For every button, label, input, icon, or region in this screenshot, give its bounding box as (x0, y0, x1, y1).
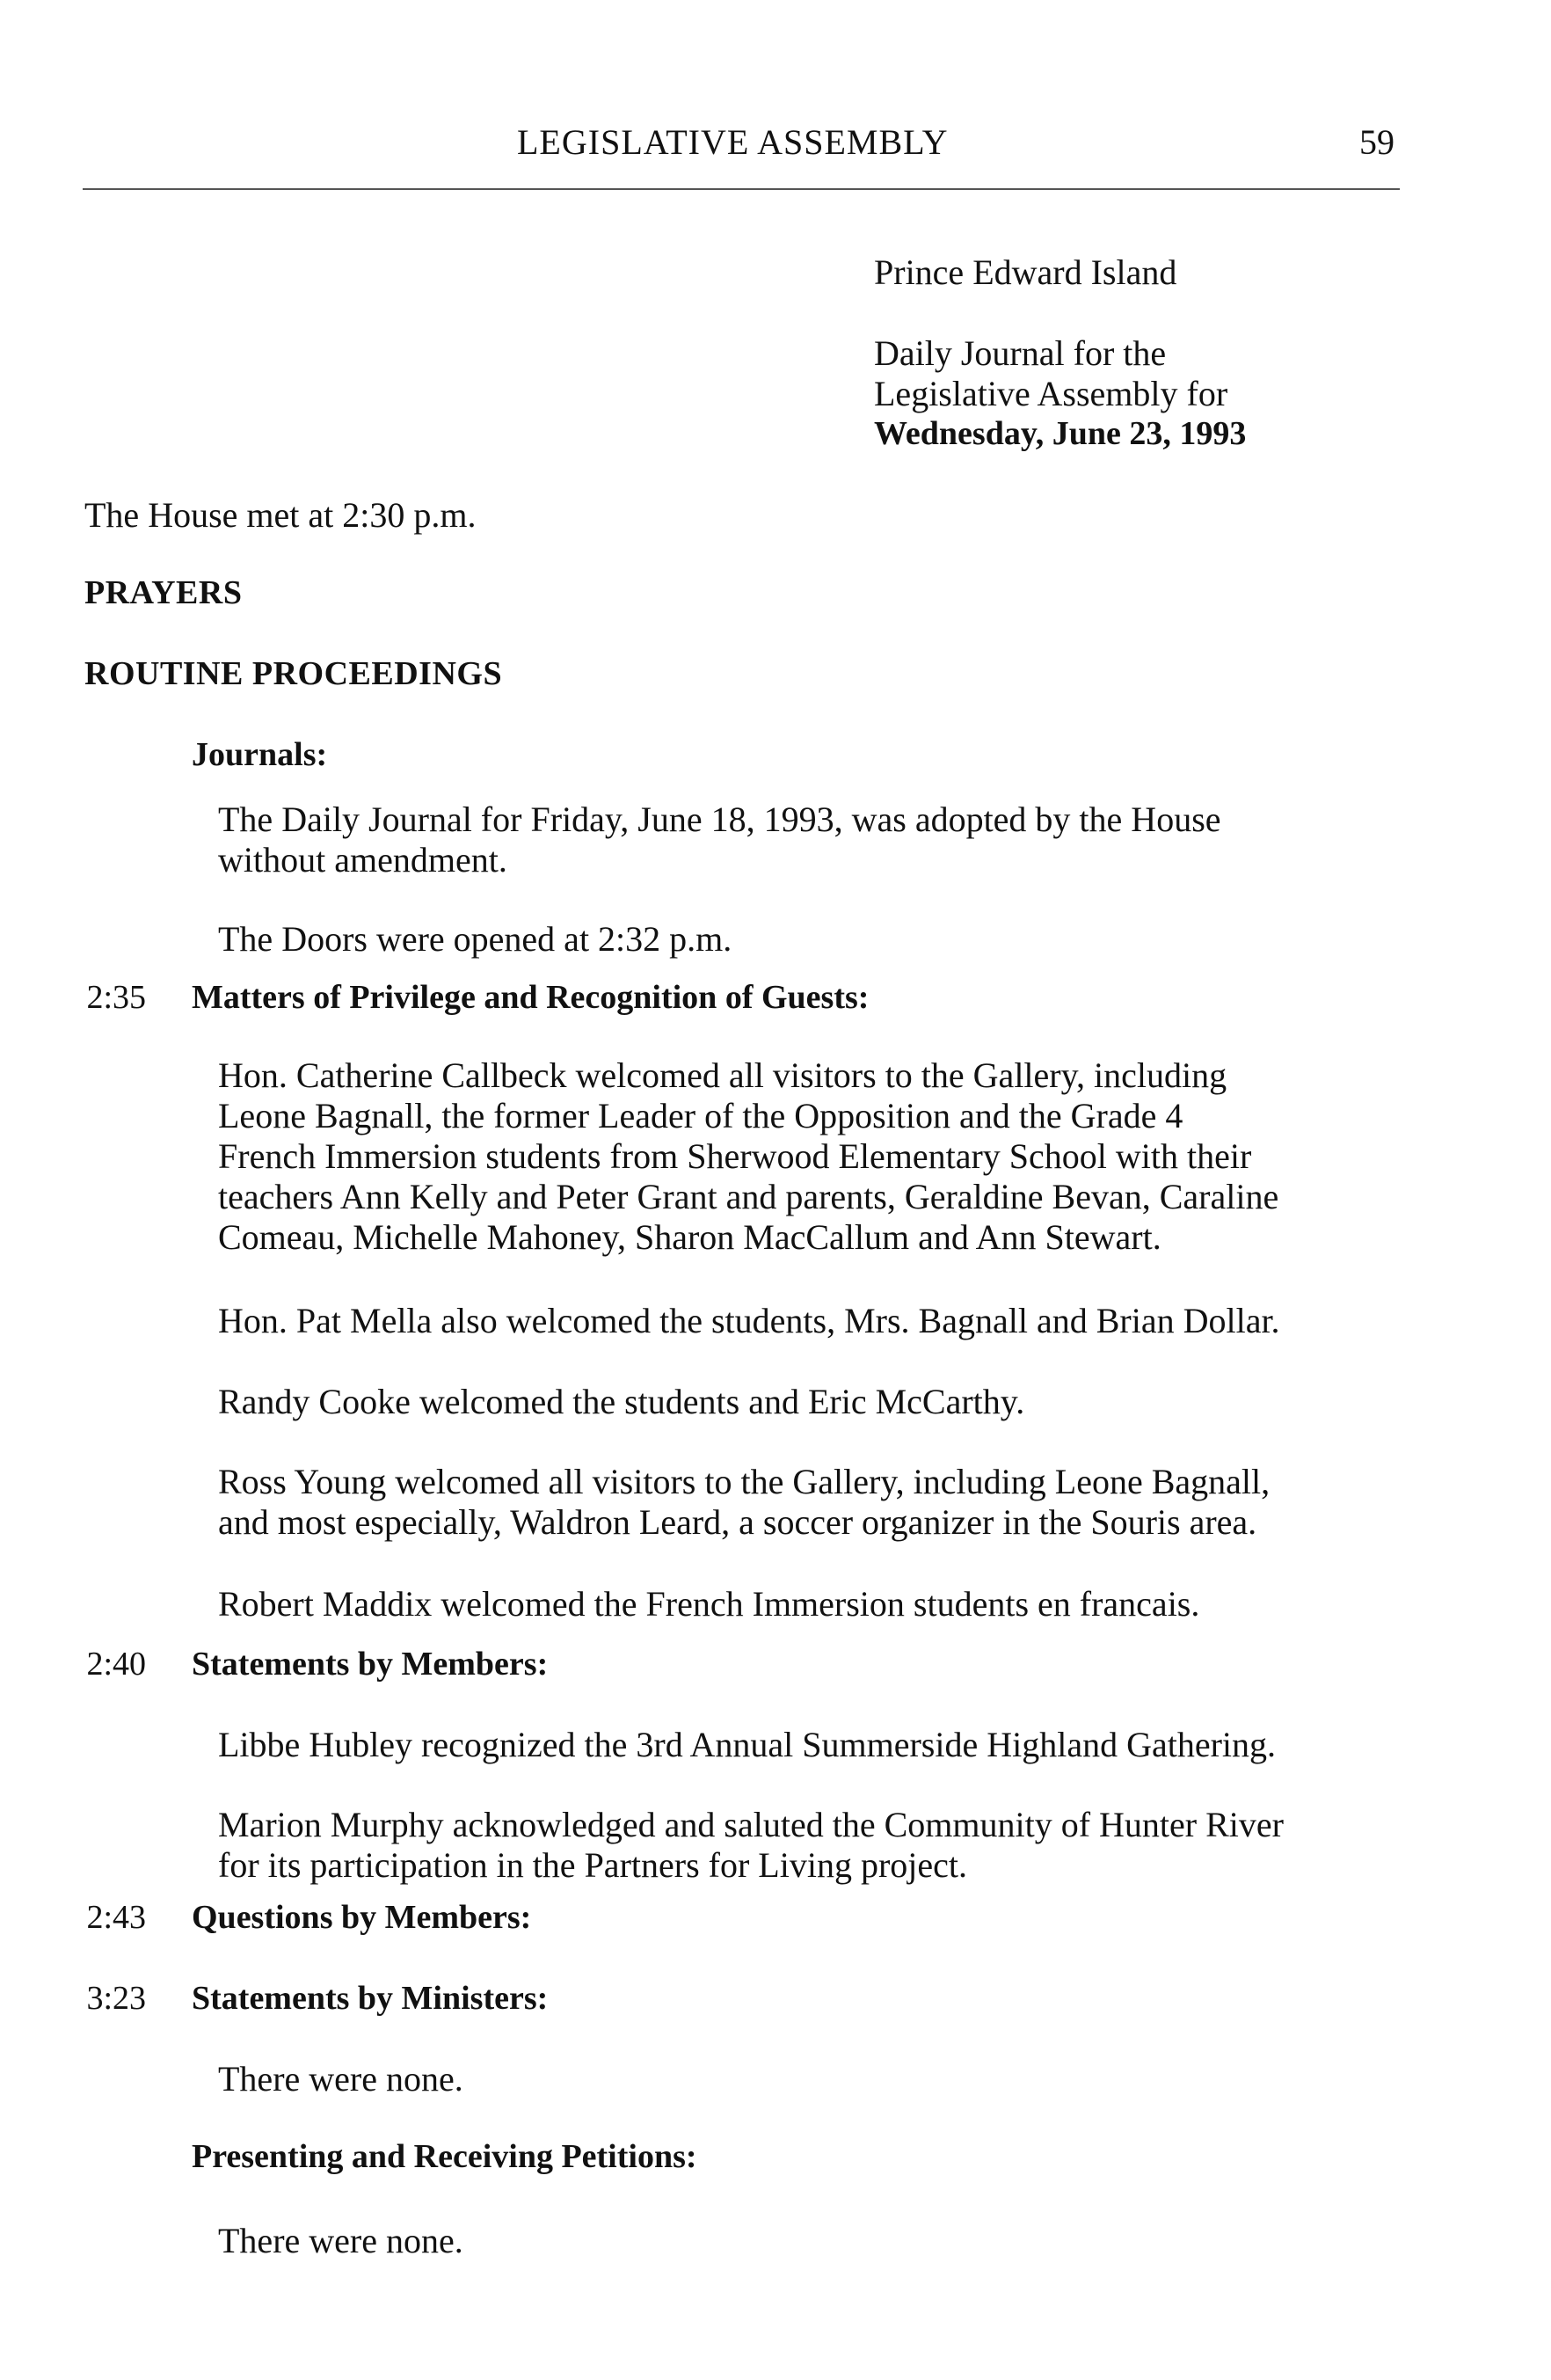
petitions-heading: Presenting and Receiving Petitions: (192, 2138, 697, 2175)
questions-by-members-heading: Questions by Members: (192, 1899, 532, 1936)
header-rule (83, 188, 1400, 190)
ministers-none-text: There were none. (218, 2059, 463, 2099)
members-paragraph-2 (218, 1805, 1401, 1886)
paragraph-line: Leone Bagnall, the former Leader of the Opposition and the Grade 4 (218, 1096, 1183, 1135)
time-stamp: 2:43 (86, 1899, 146, 1936)
page-number: 59 (1359, 122, 1394, 162)
paragraph-line: Marion Murphy acknowledged and saluted the Community of Hunter River (218, 1805, 1284, 1844)
house-met-text: The House met at 2:30 p.m. (84, 495, 477, 535)
time-stamp: 2:40 (86, 1646, 146, 1683)
journal-title-line-2: Legislative Assembly for (874, 374, 1228, 413)
privilege-paragraph-2: Hon. Pat Mella also welcomed the students, Mrs. Bagnall and Brian Dollar. (218, 1301, 1280, 1340)
privilege-paragraph-1 (218, 1055, 1401, 1258)
paragraph-line: Hon. Catherine Callbeck welcomed all visitors to the Gallery, including (218, 1055, 1227, 1095)
privilege-paragraph-3: Randy Cooke welcomed the students and Eric McCarthy. (218, 1382, 1025, 1421)
journals-text-line-2: without amendment. (218, 840, 507, 880)
journal-title-line-1: Daily Journal for the (874, 333, 1167, 373)
privilege-heading: Matters of Privilege and Recognition of Guests: (192, 979, 870, 1016)
petitions-none-text: There were none. (218, 2221, 463, 2260)
paragraph-line: for its participation in the Partners for Living project. (218, 1845, 967, 1885)
paragraph-line: French Immersion students from Sherwood Elementary School with their (218, 1136, 1252, 1176)
privilege-paragraph-4 (218, 1462, 1401, 1543)
journal-date: Wednesday, June 23, 1993 (874, 415, 1247, 452)
paragraph-line: and most especially, Waldron Leard, a soccer organizer in the Souris area. (218, 1502, 1257, 1542)
journals-heading: Journals: (192, 736, 328, 773)
journals-text-line-1: The Daily Journal for Friday, June 18, 1993, was adopted by the House (218, 799, 1221, 839)
doors-opened-text: The Doors were opened at 2:32 p.m. (218, 919, 732, 959)
time-stamp: 3:23 (86, 1980, 146, 2017)
statements-by-members-heading: Statements by Members: (192, 1646, 549, 1683)
routine-proceedings-heading: ROUTINE PROCEEDINGS (84, 655, 503, 692)
members-paragraph-1: Libbe Hubley recognized the 3rd Annual Summerside Highland Gathering. (218, 1725, 1277, 1764)
paragraph-line: Ross Young welcomed all visitors to the Gallery, including Leone Bagnall, (218, 1462, 1271, 1501)
paragraph-line: Comeau, Michelle Mahoney, Sharon MacCallum and Ann Stewart. (218, 1217, 1161, 1257)
province-name: Prince Edward Island (874, 252, 1177, 292)
prayers-heading: PRAYERS (84, 574, 243, 611)
running-title: LEGISLATIVE ASSEMBLY (517, 122, 949, 162)
statements-by-ministers-heading: Statements by Ministers: (192, 1980, 549, 2017)
privilege-paragraph-5: Robert Maddix welcomed the French Immersion students en francais. (218, 1584, 1200, 1624)
paragraph-line: teachers Ann Kelly and Peter Grant and parents, Geraldine Bevan, Caraline (218, 1177, 1279, 1216)
time-stamp: 2:35 (86, 979, 146, 1016)
